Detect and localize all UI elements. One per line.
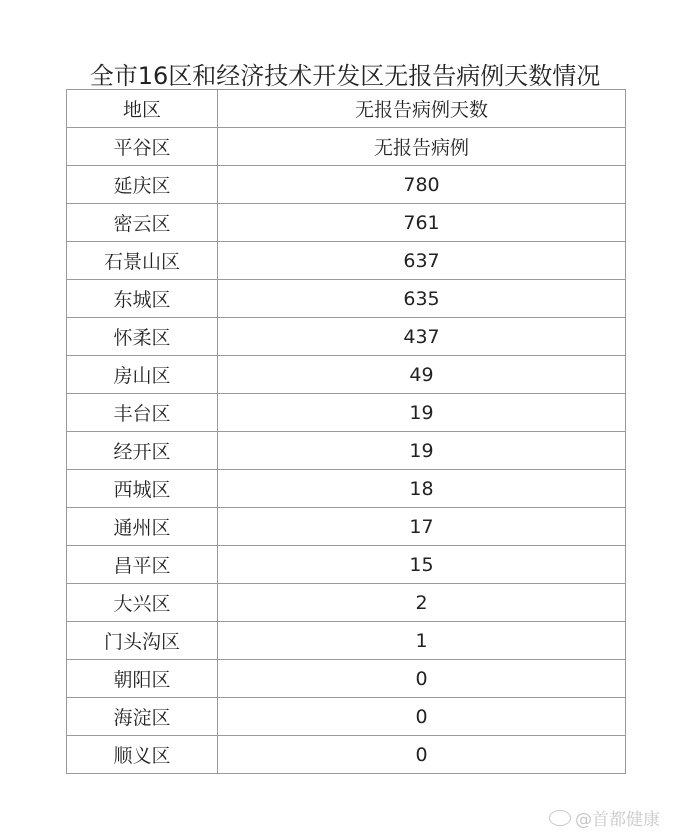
region-cell: 怀柔区: [67, 318, 218, 356]
table-row: [67, 698, 626, 736]
table-row: [67, 242, 626, 280]
weibo-logo-icon: [549, 810, 571, 826]
region-cell: 石景山区: [67, 242, 218, 280]
days-cell: 1: [218, 622, 626, 660]
table-row: [67, 432, 626, 470]
days-cell: 15: [218, 546, 626, 584]
table-row: [67, 204, 626, 242]
region-cell: 东城区: [67, 280, 218, 318]
days-cell: 0: [218, 736, 626, 774]
days-cell: 761: [218, 204, 626, 242]
table-row: [67, 356, 626, 394]
table-row: [67, 508, 626, 546]
region-cell: 海淀区: [67, 698, 218, 736]
table-row: [67, 318, 626, 356]
region-cell: 密云区: [67, 204, 218, 242]
table-row: [67, 660, 626, 698]
table-row: [67, 546, 626, 584]
region-cell: 延庆区: [67, 166, 218, 204]
region-cell: 西城区: [67, 470, 218, 508]
table-row: [67, 128, 626, 166]
days-cell: 18: [218, 470, 626, 508]
days-cell: 49: [218, 356, 626, 394]
days-cell: 637: [218, 242, 626, 280]
region-cell: 房山区: [67, 356, 218, 394]
region-cell: 昌平区: [67, 546, 218, 584]
table-header-row: [67, 90, 626, 128]
table-row: [67, 280, 626, 318]
region-cell: 丰台区: [67, 394, 218, 432]
region-cell: 顺义区: [67, 736, 218, 774]
days-cell: 437: [218, 318, 626, 356]
days-cell: 19: [218, 432, 626, 470]
region-cell: 通州区: [67, 508, 218, 546]
region-cell: 大兴区: [67, 584, 218, 622]
region-cell: 经开区: [67, 432, 218, 470]
region-cell: 平谷区: [67, 128, 218, 166]
table-row: [67, 584, 626, 622]
region-cell: 朝阳区: [67, 660, 218, 698]
table-row: [67, 394, 626, 432]
days-cell: 780: [218, 166, 626, 204]
table-row: [67, 622, 626, 660]
days-cell: 19: [218, 394, 626, 432]
days-cell: 17: [218, 508, 626, 546]
region-cell: 门头沟区: [67, 622, 218, 660]
days-cell: 无报告病例: [218, 128, 626, 166]
days-cell: 635: [218, 280, 626, 318]
table-row: [67, 470, 626, 508]
header-days: 无报告病例天数: [218, 90, 626, 128]
table-row: [67, 166, 626, 204]
data-table: [66, 89, 626, 774]
watermark: @首都健康: [549, 805, 660, 830]
header-region: 地区: [67, 90, 218, 128]
table-row: [67, 736, 626, 774]
page-title: 全市16区和经济技术开发区无报告病例天数情况: [89, 62, 601, 90]
days-cell: 0: [218, 698, 626, 736]
days-cell: 2: [218, 584, 626, 622]
days-cell: 0: [218, 660, 626, 698]
